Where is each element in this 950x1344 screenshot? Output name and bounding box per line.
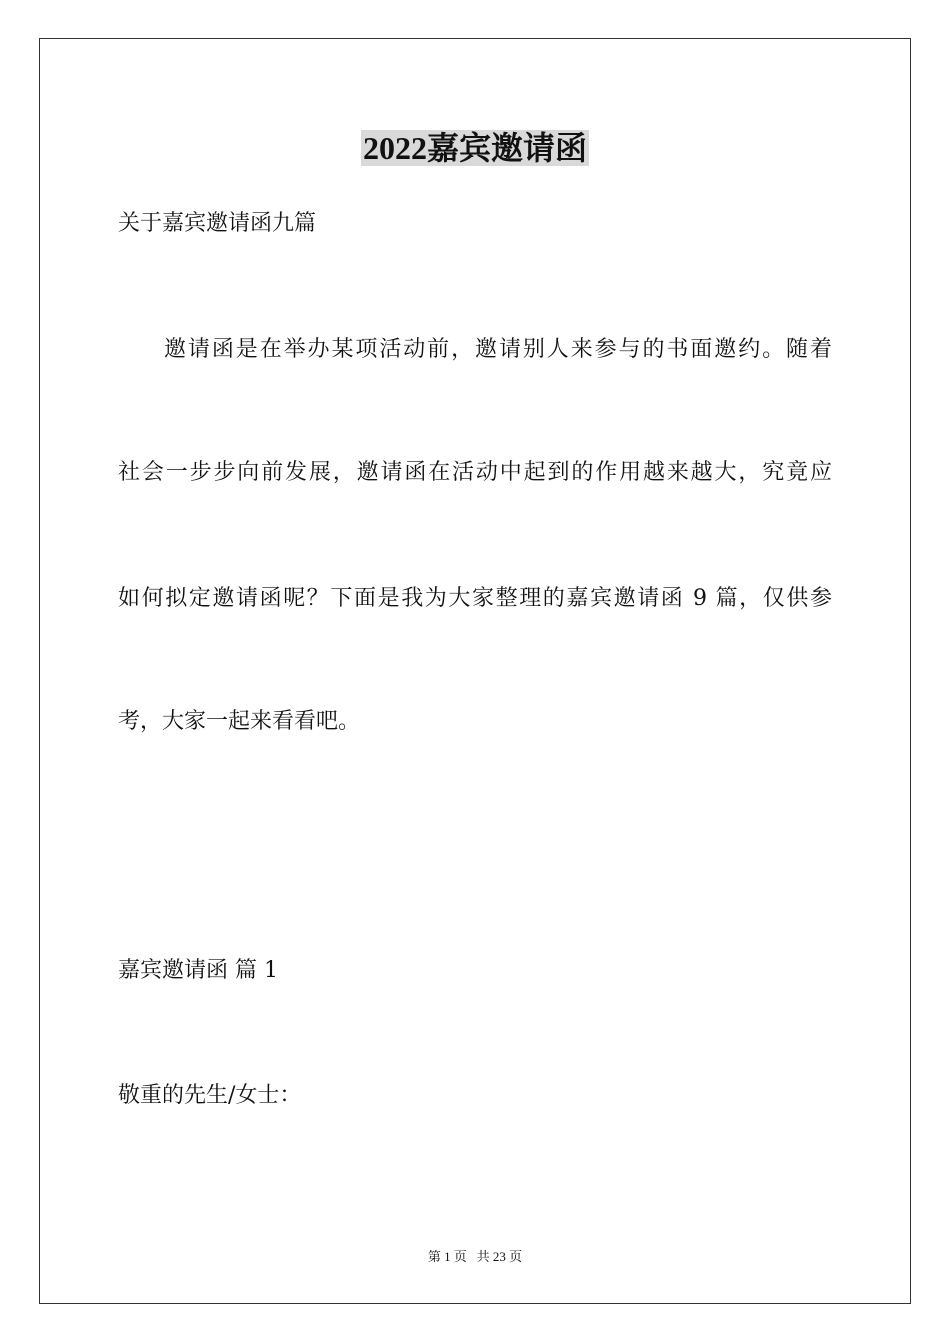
document-title (0, 126, 950, 170)
section-heading: 嘉宾邀请函 篇 1 (118, 958, 278, 983)
salutation: 敬重的先生/女士： (118, 1083, 302, 1108)
intro-paragraph-line-1: 邀请函是在举办某项活动前，邀请别人来参与的书面邀约。随着 (164, 337, 832, 362)
document-title-text: 2022嘉宾邀请函 (362, 130, 587, 166)
page-number-footer: 第 1 页 共 23 页 (427, 1249, 523, 1264)
intro-paragraph-line-3: 如何拟定邀请函呢？下面是我为大家整理的嘉宾邀请函 9 篇，仅供参 (118, 586, 832, 611)
intro-paragraph-line-4: 考，大家一起来看看吧。 (118, 709, 361, 734)
document-subtitle: 关于嘉宾邀请函九篇 (118, 211, 317, 236)
intro-paragraph-line-2: 社会一步步向前发展，邀请函在活动中起到的作用越来越大，究竟应 (118, 460, 832, 485)
